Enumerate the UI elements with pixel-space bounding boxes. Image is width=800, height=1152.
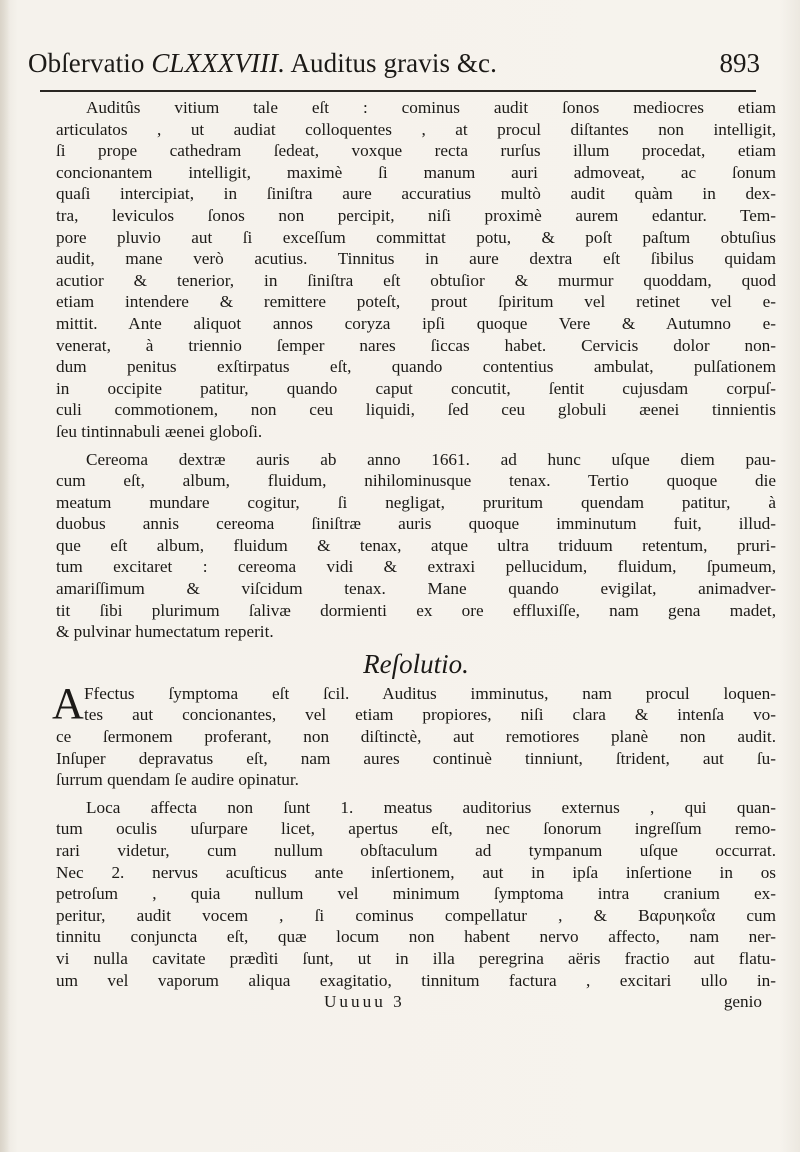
text-line: dum penitus exſtirpatus eſt, quando contentius ambulat, pulſationem (56, 357, 776, 377)
paragraph-loca-affecta (56, 797, 776, 991)
text-line: Cereoma dextræ auris ab anno 1661. ad hunc uſque diem pau- (86, 449, 776, 469)
text-line: culi commotionem, non ceu liquidi, ſed ceu globuli æenei tinnientis (56, 400, 776, 420)
paragraph-cereoma (56, 449, 776, 643)
text-line: pore pluvio aut ſi exceſſum committat potu, & poſt paſtum obtuſius (56, 227, 776, 247)
text-line: tes aut concionantes, vel etiam propiores, niſi clara & intenſa vo- (84, 705, 776, 725)
running-header (28, 48, 780, 94)
text-line: tra, leviculos ſonos non percipit, niſi proximè aurem edantur. Tem- (56, 205, 776, 225)
text-line: venerat, à triennio ſemper nares ſiccas habet. Cervicis dolor non- (56, 335, 776, 355)
text-line: articulatos , ut audiat colloquentes , at procul diſtantes non intelligit, (56, 119, 776, 139)
text-line: Inſuper depravatus eſt, nam aures continuè tinniunt, ſtrident, aut ſu- (56, 748, 776, 768)
running-title (28, 48, 497, 79)
main-text (52, 97, 776, 1013)
header-suffix: Auditus gravis &c. (290, 48, 497, 78)
text-line: ſurrum quendam ſe audire opinatur. (56, 770, 299, 790)
text-line: meatum mundare cogitur, ſi negligat, pruritum quendam patitur, à (56, 492, 776, 512)
section-heading-resolutio: Reſolutio. (363, 648, 469, 679)
drop-cap-line-text: Ffectus ſymptoma eſt ſcil. Auditus imminutus, nam procul loquen- (84, 683, 776, 703)
text-line: mittit. Ante aliquot annos coryza ipſi quoque Vere & Autumno e- (56, 313, 776, 333)
signature-mark: Uuuuu 3 (324, 992, 405, 1012)
header-rule (40, 90, 756, 92)
text-line: acutior & tenerior, in ſiniſtra eſt obtuſior & murmur quoddam, quod (56, 270, 776, 290)
text-line: tum excitaret : cereoma vidi & extraxi pellucidum, fluidum, ſpumeum, (56, 557, 776, 577)
text-line: petroſum , quia nullum vel minimum ſymptoma intra cranium ex- (56, 884, 776, 904)
text-line: tit ſibi plurimum ſalivæ dormienti ex ore effluxiſſe, nam gena madet, (56, 600, 776, 620)
text-line: Auditûs vitium tale eſt : cominus audit ſonos mediocres etiam (86, 98, 776, 117)
text-line: ſi prope cathedram ſedeat, voxque recta rurſus illum procedat, etiam (56, 141, 776, 161)
text-line: cum eſt, album, fluidum, nihilominusque tenax. Tertio quoque die (56, 471, 776, 491)
text-line: quaſi intercipiat, in ſiniſtra aure accuratius multò audit quàm in dex- (56, 184, 776, 204)
text-line: duobus annis cereoma ſiniſtræ auris quoque imminutum fuit, illud- (56, 514, 776, 534)
paragraph-auditus-vitium (56, 97, 776, 443)
catchword: genio (723, 992, 762, 1012)
text-line: que eſt album, fluidum & tenax, atque ultra triduum retentum, pruri- (56, 535, 776, 555)
text-line: Nec 2. nervus acuſticus ante inſertionem, aut in ipſa inſertione in os (56, 862, 776, 882)
text-line: Loca affecta non ſunt 1. meatus auditorius externus , qui quan- (86, 797, 776, 817)
text-line: amariſſimum & viſcidum tenax. Mane quando evigilat, animadver- (56, 579, 776, 599)
text-line: vi nulla cavitate prædìti ſunt, ut in illa peregrina aëris fractio aut flatu- (56, 948, 776, 968)
header-prefix: Obſervatio (28, 48, 145, 78)
page-footer (56, 991, 776, 1013)
text-line: & pulvinar humectatum reperit. (56, 622, 274, 642)
text-line: in occipite patitur, quando caput concutit, ſentit cujusdam corpuſ- (56, 378, 776, 398)
text-line: ſeu tintinnabuli æenei globoſi. (56, 421, 263, 441)
text-line: rari videtur, cum nullum obſtaculum ad tympanum uſque occurrat. (56, 841, 776, 860)
page-gutter-shadow (0, 0, 10, 1152)
drop-cap: A (52, 678, 84, 728)
text-line: concionantem intelligit, maximè ſi manum auri admoveat, ac ſonum (56, 162, 776, 182)
text-line: um vel vaporum aliqua exagitatio, tinnitum factura , excitari ullo in- (56, 970, 776, 990)
text-line: tinnitu conjuncta eſt, quæ locum non habent nervo affecto, nam ner- (56, 927, 776, 947)
text-line: etiam intendere & remittere poteſt, prout ſpiritum vel retinet vel e- (56, 292, 776, 312)
text-line: audit, mane verò acutius. Tinnitus in aure dextra eſt ſibilus quidam (56, 249, 776, 269)
text-line: peritur, audit vocem , ſi cominus compellatur , & Βαρυηκοΐα cum (56, 905, 776, 925)
text-line: ce ſermonem proferant, non diſtinctè, aut remotiores planè non audit. (56, 727, 776, 747)
observation-numeral: CLXXXVIII. (151, 48, 286, 78)
paragraph-resolutio (52, 678, 776, 791)
text-line: tum oculis uſurpare licet, apertus eſt, nec ſonorum ingreſſum remo- (56, 819, 776, 839)
page-number: 893 (719, 48, 760, 78)
